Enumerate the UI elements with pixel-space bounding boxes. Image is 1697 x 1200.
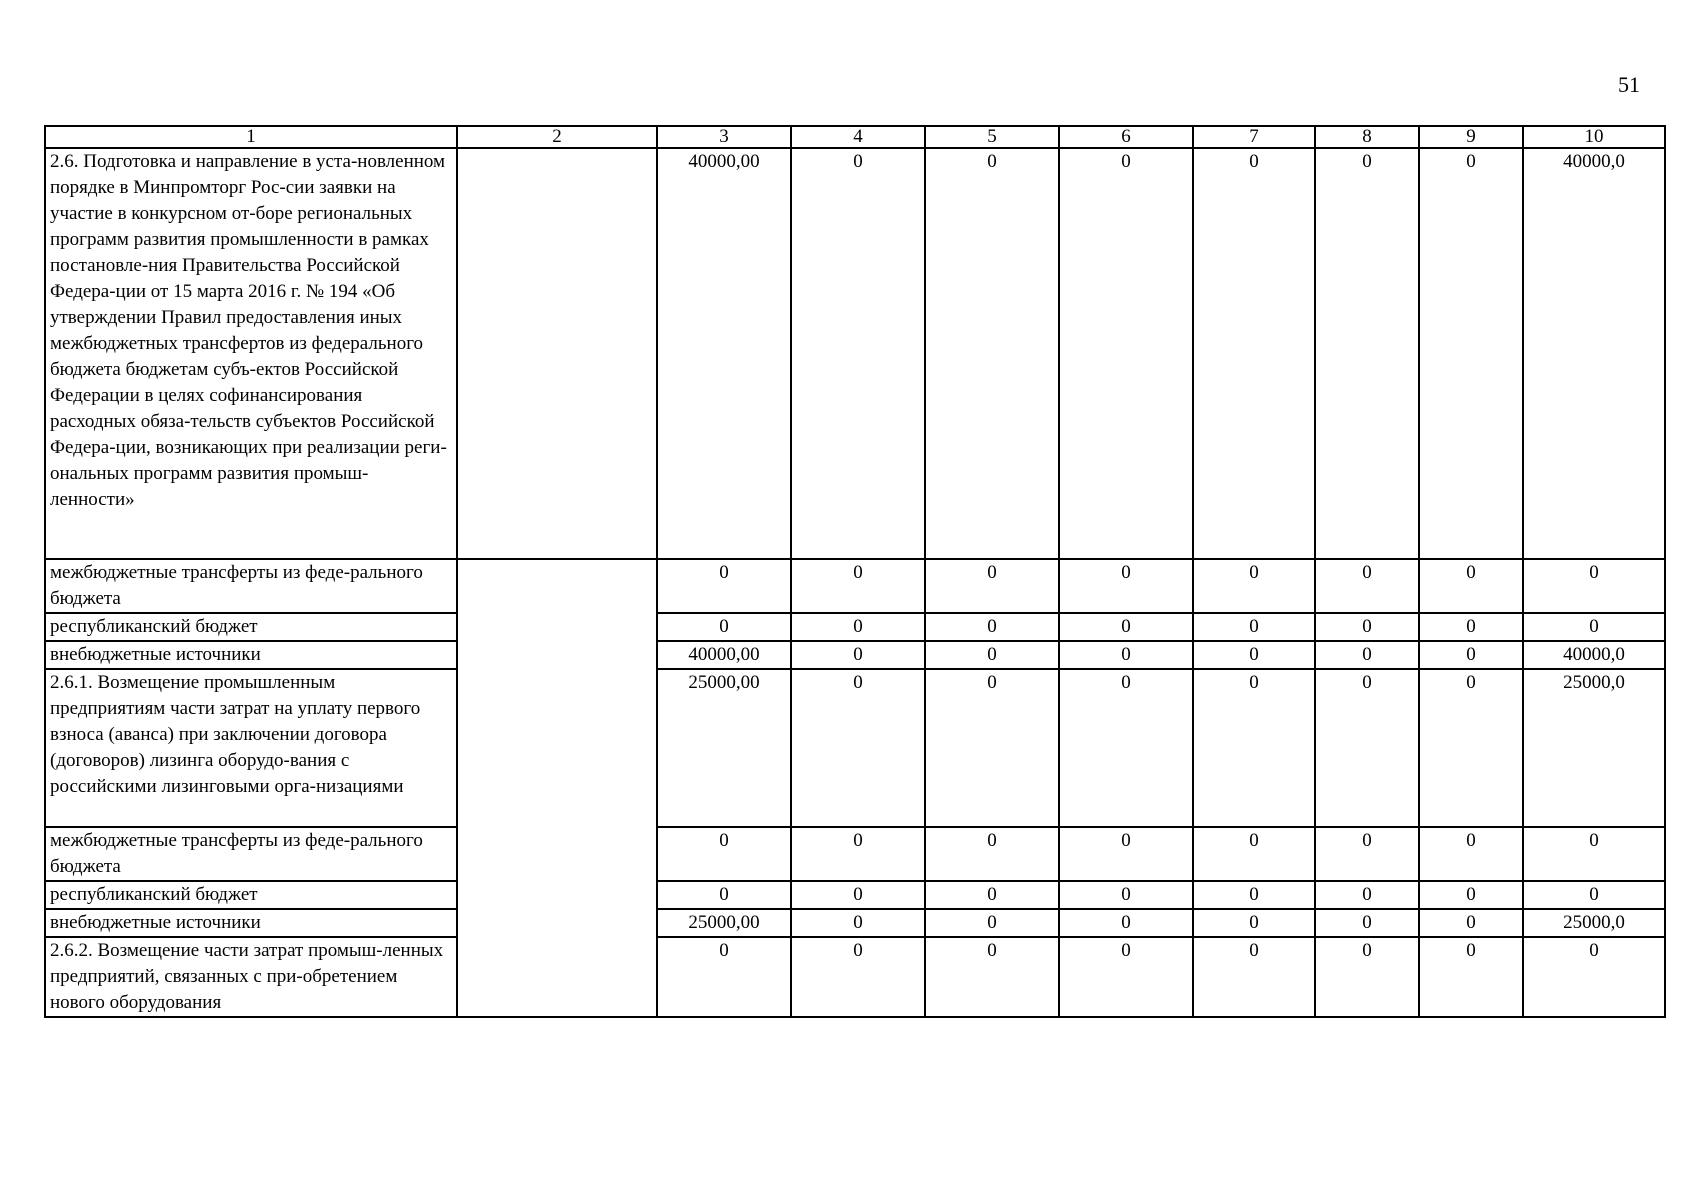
- value-cell: 0: [925, 148, 1059, 559]
- table-row: [45, 148, 1665, 559]
- table-row: [45, 937, 1665, 1017]
- value-cell: 0: [791, 148, 925, 559]
- budget-table: [44, 125, 1666, 1018]
- header-cell: 1: [45, 126, 457, 148]
- value-cell: 0: [1419, 613, 1523, 641]
- header-cell: 8: [1315, 126, 1419, 148]
- value-cell: 0: [1059, 559, 1193, 613]
- value-cell: 0: [1315, 909, 1419, 937]
- header-cell: 4: [791, 126, 925, 148]
- empty-cell: [457, 669, 657, 827]
- value-cell: 0: [657, 937, 791, 1017]
- value-cell: 40000,0: [1523, 148, 1665, 559]
- value-cell: 0: [1193, 881, 1315, 909]
- value-cell: 0: [1315, 669, 1419, 827]
- value-cell: 0: [791, 613, 925, 641]
- value-cell: 40000,0: [1523, 641, 1665, 669]
- value-cell: 0: [1523, 827, 1665, 881]
- value-cell: 0: [1523, 559, 1665, 613]
- row-label: 2.6.2. Возмещение части затрат промыш-ленных предприятий, связанных с при-обретением нового оборудования: [45, 937, 457, 1017]
- value-cell: 0: [1419, 669, 1523, 827]
- empty-cell: [457, 827, 657, 881]
- value-cell: 0: [1059, 937, 1193, 1017]
- value-cell: 0: [1419, 881, 1523, 909]
- value-cell: 0: [791, 669, 925, 827]
- empty-cell: [457, 937, 657, 1017]
- value-cell: 0: [791, 641, 925, 669]
- value-cell: 0: [1315, 827, 1419, 881]
- value-cell: 0: [1315, 641, 1419, 669]
- header-cell: 6: [1059, 126, 1193, 148]
- value-cell: 0: [925, 669, 1059, 827]
- row-label: межбюджетные трансферты из феде-рального бюджета: [45, 559, 457, 613]
- value-cell: 0: [1059, 669, 1193, 827]
- value-cell: 0: [791, 909, 925, 937]
- value-cell: 0: [1419, 148, 1523, 559]
- value-cell: 0: [1193, 613, 1315, 641]
- value-cell: 0: [1059, 613, 1193, 641]
- header-cell: 2: [457, 126, 657, 148]
- value-cell: 0: [1315, 559, 1419, 613]
- page-number: 51: [1618, 72, 1640, 97]
- value-cell: 0: [925, 909, 1059, 937]
- value-cell: 25000,0: [1523, 909, 1665, 937]
- header-cell: 9: [1419, 126, 1523, 148]
- table-row: [45, 909, 1665, 937]
- value-cell: 25000,00: [657, 909, 791, 937]
- row-label: республиканский бюджет: [45, 881, 457, 909]
- value-cell: 25000,0: [1523, 669, 1665, 827]
- value-cell: 0: [1059, 909, 1193, 937]
- empty-cell: [457, 148, 657, 559]
- row-label: внебюджетные источники: [45, 641, 457, 669]
- value-cell: 0: [1315, 148, 1419, 559]
- empty-cell: [457, 881, 657, 909]
- table-row: [45, 613, 1665, 641]
- value-cell: 25000,00: [657, 669, 791, 827]
- value-cell: 0: [1193, 909, 1315, 937]
- value-cell: 40000,00: [657, 148, 791, 559]
- empty-cell: [457, 909, 657, 937]
- header-cell: 5: [925, 126, 1059, 148]
- value-cell: 0: [1419, 909, 1523, 937]
- value-cell: 0: [1193, 148, 1315, 559]
- empty-cell: [457, 559, 657, 613]
- value-cell: 0: [657, 613, 791, 641]
- value-cell: 0: [1059, 881, 1193, 909]
- value-cell: 0: [657, 881, 791, 909]
- row-label: внебюджетные источники: [45, 909, 457, 937]
- row-label: 2.6.1. Возмещение промышленным предприятиям части затрат на уплату первого взноса (аванса) при заключении договора (договоров) лизинга оборудо-вания с российскими лизинговыми орга-низациями: [45, 669, 457, 827]
- table-row: [45, 559, 1665, 613]
- value-cell: 0: [657, 827, 791, 881]
- value-cell: 0: [791, 881, 925, 909]
- value-cell: 0: [1193, 827, 1315, 881]
- value-cell: 0: [925, 613, 1059, 641]
- value-cell: 0: [1419, 641, 1523, 669]
- header-cell: 10: [1523, 126, 1665, 148]
- table-row: [45, 669, 1665, 827]
- table-row: [45, 827, 1665, 881]
- row-label: 2.6. Подготовка и направление в уста-новленном порядке в Минпромторг Рос-сии заявки на участие в конкурсном от-боре региональных программ развития промышленности в рамках постановле-ния Правительства Российской Федера-ции от 15 марта 2016 г. № 194 «Об утверждении Правил предоставления иных межбюджетных трансфертов из федерального бюджета бюджетам субъ-ектов Российской Федерации в целях софинансирования расходных обяза-тельств субъектов Российской Федера-ции, возникающих при реализации реги-ональных программ развития промыш-ленности»: [45, 148, 457, 559]
- value-cell: 0: [1315, 937, 1419, 1017]
- value-cell: 0: [1193, 937, 1315, 1017]
- empty-cell: [457, 613, 657, 641]
- value-cell: 0: [1315, 881, 1419, 909]
- value-cell: 0: [925, 641, 1059, 669]
- value-cell: 0: [657, 559, 791, 613]
- value-cell: 0: [1419, 559, 1523, 613]
- table-row: [45, 641, 1665, 669]
- value-cell: 0: [925, 881, 1059, 909]
- value-cell: 0: [1419, 937, 1523, 1017]
- value-cell: 0: [1059, 827, 1193, 881]
- value-cell: 0: [1315, 613, 1419, 641]
- value-cell: 0: [925, 827, 1059, 881]
- value-cell: 0: [925, 937, 1059, 1017]
- header-row: [45, 126, 1665, 148]
- value-cell: 0: [1419, 827, 1523, 881]
- value-cell: 0: [1523, 613, 1665, 641]
- value-cell: 0: [1523, 937, 1665, 1017]
- value-cell: 0: [791, 827, 925, 881]
- value-cell: 0: [1523, 881, 1665, 909]
- header-cell: 3: [657, 126, 791, 148]
- row-label: межбюджетные трансферты из феде-рального бюджета: [45, 827, 457, 881]
- value-cell: 0: [1059, 641, 1193, 669]
- value-cell: 0: [1193, 559, 1315, 613]
- value-cell: 40000,00: [657, 641, 791, 669]
- value-cell: 0: [1059, 148, 1193, 559]
- value-cell: 0: [1193, 669, 1315, 827]
- table-row: [45, 881, 1665, 909]
- value-cell: 0: [1193, 641, 1315, 669]
- value-cell: 0: [791, 559, 925, 613]
- row-label: республиканский бюджет: [45, 613, 457, 641]
- header-cell: 7: [1193, 126, 1315, 148]
- value-cell: 0: [925, 559, 1059, 613]
- value-cell: 0: [791, 937, 925, 1017]
- empty-cell: [457, 641, 657, 669]
